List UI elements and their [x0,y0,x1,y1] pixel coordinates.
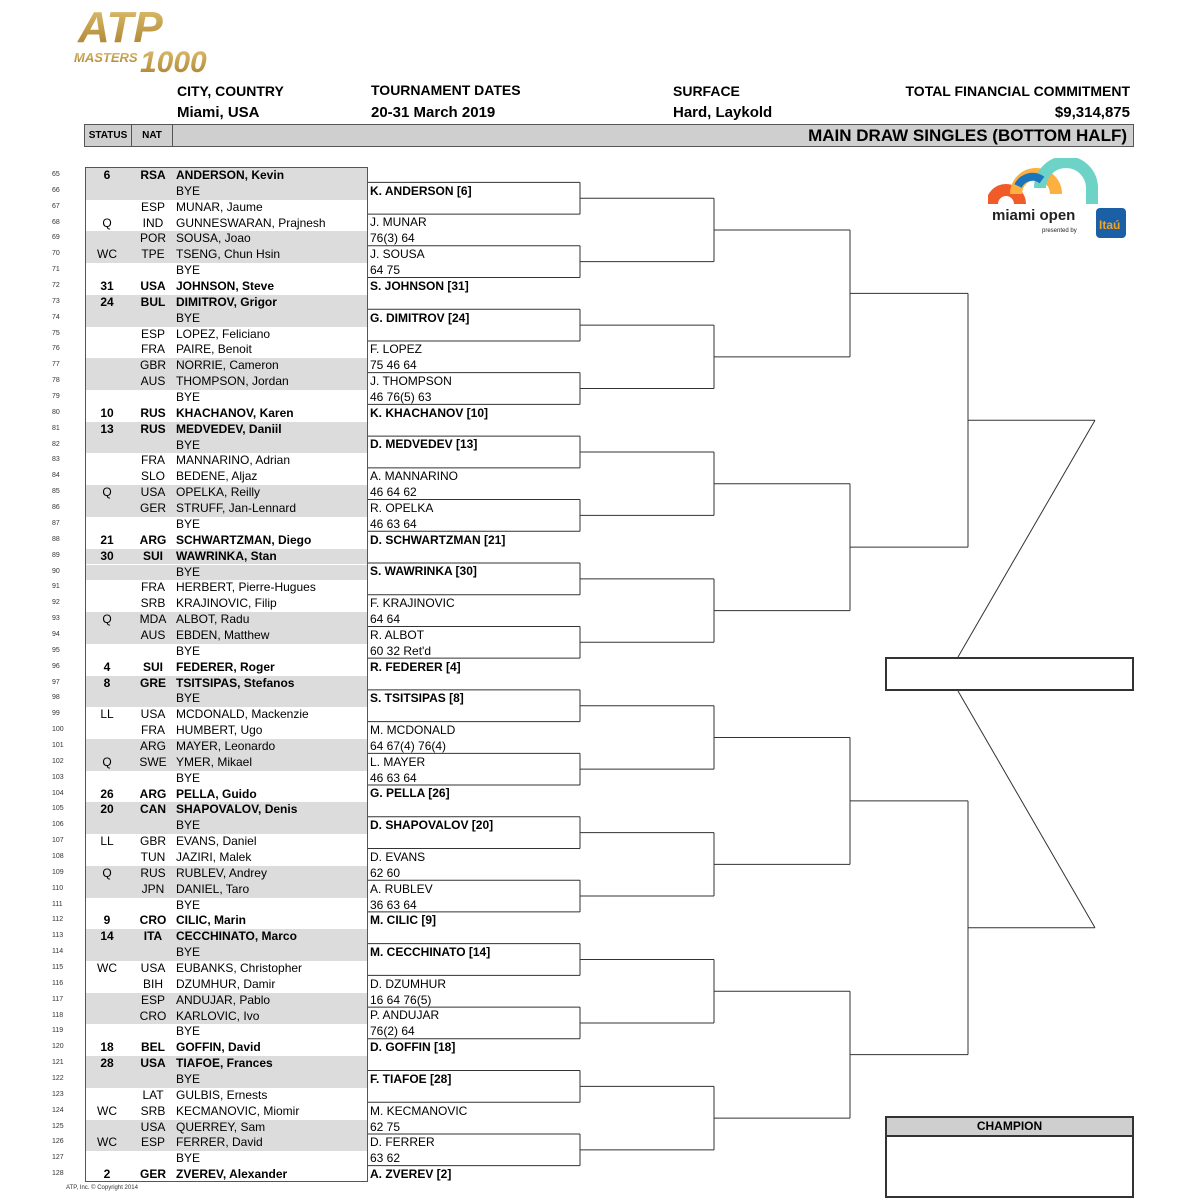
draw-position-number: 92 [52,599,60,607]
draw-position-number: 67 [52,202,60,210]
draw-position-number: 76 [52,345,60,353]
player-name: PAIRE, Benoit [176,342,252,357]
draw-position-number: 112 [52,916,64,924]
player-status: 10 [100,405,114,420]
player-name: TSENG, Chun Hsin [176,247,281,262]
round2-winner: F. LOPEZ [370,342,423,357]
draw-position-number: 109 [52,868,64,876]
draw-position-number: 107 [52,837,64,845]
player-status: 31 [100,279,114,294]
player-nationality: SUI [142,659,163,674]
player-name: GULBIS, Ernests [176,1087,268,1102]
draw-position-number: 116 [52,979,64,987]
player-name: QUERREY, Sam [176,1119,266,1134]
player-nationality: SRB [140,1103,166,1118]
final-result-box [885,657,1134,691]
draw-position-number: 80 [52,408,60,416]
player-name: PELLA, Guido [176,786,257,801]
round2-score: 64 67(4) 76(4) [370,738,447,753]
round2-score: 76(3) 64 [370,231,415,246]
player-status: 26 [100,786,114,801]
player-name: HERBERT, Pierre-Hugues [176,580,316,595]
player-name: BYE [176,516,201,531]
dates-value: 20-31 March 2019 [371,104,496,121]
player-name: BYE [176,1072,201,1087]
player-status: 24 [100,294,114,309]
draw-position-number: 77 [52,361,60,369]
player-nationality: SLO [140,469,165,484]
draw-position-number: 124 [52,1106,64,1114]
round2-winner: J. MUNAR [370,215,427,230]
round2-winner: A. RUBLEV [370,881,433,896]
player-nationality: GBR [139,358,166,373]
player-status: Q [102,612,112,627]
draw-position-number: 90 [52,567,60,575]
round2-score: 76(2) 64 [370,1024,415,1039]
draw-position-number: 115 [52,964,64,971]
draw-position-number: 75 [52,329,60,337]
player-status: WC [97,1135,117,1150]
draw-position-number: 85 [52,488,60,496]
round2-winner: D. GOFFIN [18] [370,1040,456,1055]
champion-box [885,1116,1134,1198]
player-name: GUNNESWARAN, Prajnesh [176,215,326,230]
player-name: DANIEL, Taro [176,881,250,896]
player-name: STRUFF, Jan-Lennard [176,501,297,516]
round2-winner: S. TSITSIPAS [8] [370,691,464,706]
surface-label: SURFACE [673,83,740,99]
player-nationality: AUS [140,627,166,642]
player-name: DZUMHUR, Damir [176,976,276,991]
player-name: BYE [176,1024,201,1039]
round2-winner: R. OPELKA [370,500,434,515]
player-name: JAZIRI, Malek [176,849,252,864]
masters-logo-text: MASTERS [74,50,138,65]
player-name: FEDERER, Roger [176,659,275,674]
draw-position-number: 123 [52,1090,64,1098]
draw-position-number: 105 [52,805,64,813]
player-status: WC [97,247,117,262]
round2-winner: L. MAYER [370,754,426,769]
player-name: MEDVEDEV, Daniil [176,421,282,436]
player-nationality: USA [140,1119,166,1134]
player-name: WAWRINKA, Stan [176,548,277,563]
draw-position-number: 98 [52,694,60,702]
player-nationality: FRA [141,580,165,595]
player-nationality: MDA [139,612,167,627]
player-name: MCDONALD, Mackenzie [176,707,309,722]
player-name: SOUSA, Joao [176,231,251,246]
player-name: ALBOT, Radu [176,612,250,627]
draw-position-number: 72 [52,282,60,290]
draw-position-number: 100 [52,726,64,734]
player-name: BYE [176,390,201,405]
draw-position-number: 101 [52,741,64,749]
draw-position-number: 70 [52,250,60,258]
draw-position-number: 97 [52,678,60,686]
player-nationality: CRO [139,1008,167,1023]
player-name: BYE [176,770,201,785]
semifinal-diagonal [958,691,1095,928]
round2-score: 46 64 62 [370,485,417,500]
player-nationality: TUN [140,849,166,864]
player-name: CECCHINATO, Marco [176,929,297,944]
player-name: FERRER, David [176,1135,263,1150]
player-nationality: CAN [140,802,166,817]
player-nationality: USA [140,1056,166,1071]
round2-score: 60 32 Ret'd [370,643,432,658]
round2-winner: F. TIAFOE [28] [370,1071,452,1086]
player-name: LOPEZ, Feliciano [176,326,271,341]
round2-winner: G. DIMITROV [24] [370,310,470,325]
draw-position-number: 128 [52,1170,64,1178]
player-name: BYE [176,263,201,278]
draw-position-number: 87 [52,519,60,527]
player-status: 9 [103,913,111,928]
round2-score: 64 64 [370,612,401,627]
player-name: CILIC, Marin [176,913,247,928]
draw-position-number: 95 [52,646,60,654]
round2-winner: G. PELLA [26] [370,786,450,801]
player-name: ANDERSON, Kevin [176,168,285,182]
player-nationality: ARG [139,786,167,801]
round2-score: 62 60 [370,865,401,880]
draw-position-number: 125 [52,1122,64,1130]
player-nationality: RUS [140,405,166,420]
player-nationality: ITA [143,929,163,944]
round2-score: 75 46 64 [370,358,417,373]
player-name: BYE [176,437,201,452]
player-name: EUBANKS, Christopher [176,961,303,975]
round2-score: 36 63 64 [370,897,417,912]
player-status: 13 [100,421,114,436]
round2-winner: D. MEDVEDEV [13] [370,437,478,452]
copyright-text: ATP, Inc. © Copyright 2014 [66,1185,138,1191]
draw-title: MAIN DRAW SINGLES (BOTTOM HALF) [808,126,1127,145]
round2-score: 63 62 [370,1151,401,1166]
draw-position-number: 111 [52,900,63,908]
player-nationality: IND [142,215,164,230]
player-nationality: BEL [141,1040,165,1055]
city-value: Miami, USA [177,104,260,121]
player-nationality: ESP [140,1135,165,1150]
round2-winner: D. FERRER [370,1135,435,1150]
player-name: ZVEREV, Alexander [176,1167,288,1182]
draw-position-number: 102 [52,757,64,765]
draw-position-number: 117 [52,995,64,1003]
player-name: BYE [176,945,201,960]
round2-winner: F. KRAJINOVIC [370,596,455,611]
round2-winner: D. SHAPOVALOV [20] [370,818,494,833]
draw-position-number: 99 [52,710,60,718]
nat-column-header: NAT [132,125,173,146]
player-name: BYE [176,1151,201,1166]
player-nationality: SWE [139,754,167,769]
draw-position-number: 110 [52,884,64,892]
1000-logo-text: 1000 [140,46,207,76]
player-name: KHACHANOV, Karen [176,405,294,420]
dates-label: TOURNAMENT DATES [371,82,521,98]
player-name: BEDENE, Aljaz [176,469,258,484]
player-nationality: BIH [142,976,163,991]
draw-position-number: 119 [52,1027,64,1035]
draw-position-number: 81 [52,424,60,432]
player-name: EBDEN, Matthew [176,627,270,642]
player-status: Q [102,754,112,769]
player-name: KRAJINOVIC, Filip [176,596,277,611]
player-status: 28 [100,1056,114,1071]
player-name: RUBLEV, Andrey [176,865,267,880]
player-nationality: USA [140,961,166,975]
player-name: MUNAR, Jaume [176,199,263,214]
player-name: TSITSIPAS, Stefanos [176,675,295,690]
draw-position-number: 88 [52,535,60,543]
player-nationality: FRA [141,723,165,738]
player-status: Q [102,865,112,880]
draw-position-number: 104 [52,789,64,797]
draw-position-number: 65 [52,171,60,178]
draw-position-number: 118 [52,1011,64,1019]
player-nationality: ARG [139,738,166,753]
draw-position-number: 106 [52,821,64,829]
draw-position-number: 69 [52,234,60,242]
player-nationality: JPN [141,881,165,896]
round2-winner: M. CILIC [9] [370,913,436,928]
draw-position-number: 68 [52,218,60,226]
draw-position-number: 94 [52,630,60,638]
player-nationality: FRA [141,453,165,468]
draw-position-number: 82 [52,440,60,448]
round2-winner: D. EVANS [370,849,426,864]
surface-value: Hard, Laykold [673,104,773,121]
player-nationality: GRE [139,675,166,690]
player-status: LL [100,834,114,849]
champion-label: CHAMPION [887,1118,1132,1137]
player-name: GOFFIN, David [176,1040,261,1055]
player-name: TIAFOE, Frances [176,1056,273,1071]
player-name: SCHWARTZMAN, Diego [176,532,312,547]
player-status: Q [102,215,112,230]
player-nationality: USA [140,279,166,294]
round2-winner: M. KECMANOVIC [370,1103,468,1118]
draw-position-number: 66 [52,186,60,194]
draw-position-number: 113 [52,932,64,940]
round2-winner: M. MCDONALD [370,722,456,737]
round2-winner: D. SCHWARTZMAN [21] [370,532,506,547]
draw-position-number: 108 [52,852,64,860]
round2-winner: A. MANNARINO [370,469,459,484]
round2-score: 64 75 [370,263,401,278]
round2-winner: R. ALBOT [370,627,425,642]
player-status: 8 [103,675,111,690]
player-status: 6 [103,168,111,182]
round2-winner: J. THOMPSON [370,374,452,389]
player-nationality: AUS [140,374,166,389]
player-name: BYE [176,643,201,658]
round2-winner: K. KHACHANOV [10] [370,405,489,420]
player-nationality: GER [139,501,166,516]
player-nationality: ESP [140,199,165,214]
city-label: CITY, COUNTRY [177,83,284,99]
player-name: DIMITROV, Grigor [176,294,277,309]
player-name: YMER, Mikael [176,754,253,769]
player-nationality: BUL [140,294,166,309]
round2-score: 16 64 76(5) [370,992,432,1007]
atp-logo-text: ATP [78,4,163,52]
player-nationality: SUI [142,548,163,563]
player-status: 20 [100,802,114,817]
player-nationality: CRO [139,913,167,928]
round2-score: 46 63 64 [370,770,417,785]
player-status: 4 [103,659,111,674]
draw-position-number: 103 [52,773,64,781]
itau-text: Itaú [1099,218,1121,232]
player-name: KARLOVIC, Ivo [176,1008,260,1023]
semifinal-diagonal [958,420,1095,657]
player-status: 30 [100,548,114,563]
player-nationality: LAT [142,1087,164,1102]
player-name: JOHNSON, Steve [176,279,275,294]
draw-position-number: 89 [52,551,60,559]
draw-position-number: 74 [52,313,60,321]
round2-winner: J. SOUSA [370,247,425,262]
draw-position-number: 83 [52,456,60,464]
player-name: ANDUJAR, Pablo [176,992,271,1007]
player-name: THOMPSON, Jordan [176,374,289,389]
presented-by-text: presented by [1042,228,1077,234]
player-nationality: RSA [140,168,166,182]
financial-label: TOTAL FINANCIAL COMMITMENT [905,83,1130,99]
player-name: NORRIE, Cameron [176,358,279,373]
draw-position-number: 93 [52,615,60,623]
round2-winner: A. ZVEREV [2] [370,1167,452,1182]
player-nationality: RUS [140,865,166,880]
player-nationality: FRA [141,342,165,357]
player-nationality: ESP [140,992,165,1007]
draw-position-number: 79 [52,393,60,401]
player-name: MANNARINO, Adrian [176,453,291,468]
player-nationality: USA [140,707,166,722]
draw-position-number: 96 [52,662,60,670]
player-name: SHAPOVALOV, Denis [176,802,298,817]
player-status: 21 [100,532,114,547]
player-name: BYE [176,818,201,833]
draw-position-number: 114 [52,948,64,956]
draw-position-number: 121 [52,1059,64,1067]
round2-score: 62 75 [370,1119,401,1134]
draw-position-number: 84 [52,472,60,480]
status-column-header: STATUS [85,125,132,146]
player-status: 2 [103,1167,111,1182]
draw-position-number: 71 [52,266,60,274]
player-name: KECMANOVIC, Miomir [176,1103,300,1118]
player-nationality: USA [140,485,166,500]
miami-open-text: miami open [992,207,1076,224]
round2-winner: S. WAWRINKA [30] [370,564,477,579]
draw-position-number: 122 [52,1075,64,1083]
round2-score: 46 76(5) 63 [370,390,432,405]
player-name: BYE [176,897,201,912]
player-nationality: GBR [139,834,166,849]
player-name: HUMBERT, Ugo [176,723,263,738]
draw-position-number: 127 [52,1154,64,1162]
player-nationality: GER [139,1167,166,1182]
player-name: MAYER, Leonardo [176,738,276,753]
player-name: BYE [176,564,201,579]
player-status: WC [97,1103,117,1118]
player-nationality: SRB [140,596,166,611]
draw-position-number: 86 [52,504,60,512]
player-nationality: TPE [141,247,165,262]
player-nationality: ARG [139,532,167,547]
player-name: BYE [176,691,201,706]
draw-position-number: 73 [52,297,60,305]
draw-position-number: 78 [52,377,60,385]
player-name: EVANS, Daniel [176,834,257,849]
round2-winner: D. DZUMHUR [370,976,446,991]
round2-winner: M. CECCHINATO [14] [370,945,491,959]
player-status: 18 [100,1040,114,1055]
player-status: 14 [100,929,114,944]
round2-winner: P. ANDUJAR [370,1008,440,1023]
player-status: LL [100,707,114,722]
player-name: BYE [176,310,201,325]
financial-value: $9,314,875 [1054,104,1130,121]
round2-winner: K. ANDERSON [6] [370,183,472,198]
round2-winner: S. JOHNSON [31] [370,278,469,293]
player-nationality: POR [139,231,166,246]
round2-winner: R. FEDERER [4] [370,659,461,674]
draw-position-number: 120 [52,1043,64,1051]
player-nationality: ESP [140,326,165,341]
round2-score: 46 63 64 [370,516,417,531]
player-name: BYE [176,183,201,198]
player-status: Q [102,485,112,500]
player-nationality: RUS [140,421,166,436]
draw-position-number: 91 [52,583,60,591]
player-name: OPELKA, Reilly [176,485,261,500]
draw-position-number: 126 [52,1138,64,1146]
player-status: WC [97,961,117,975]
